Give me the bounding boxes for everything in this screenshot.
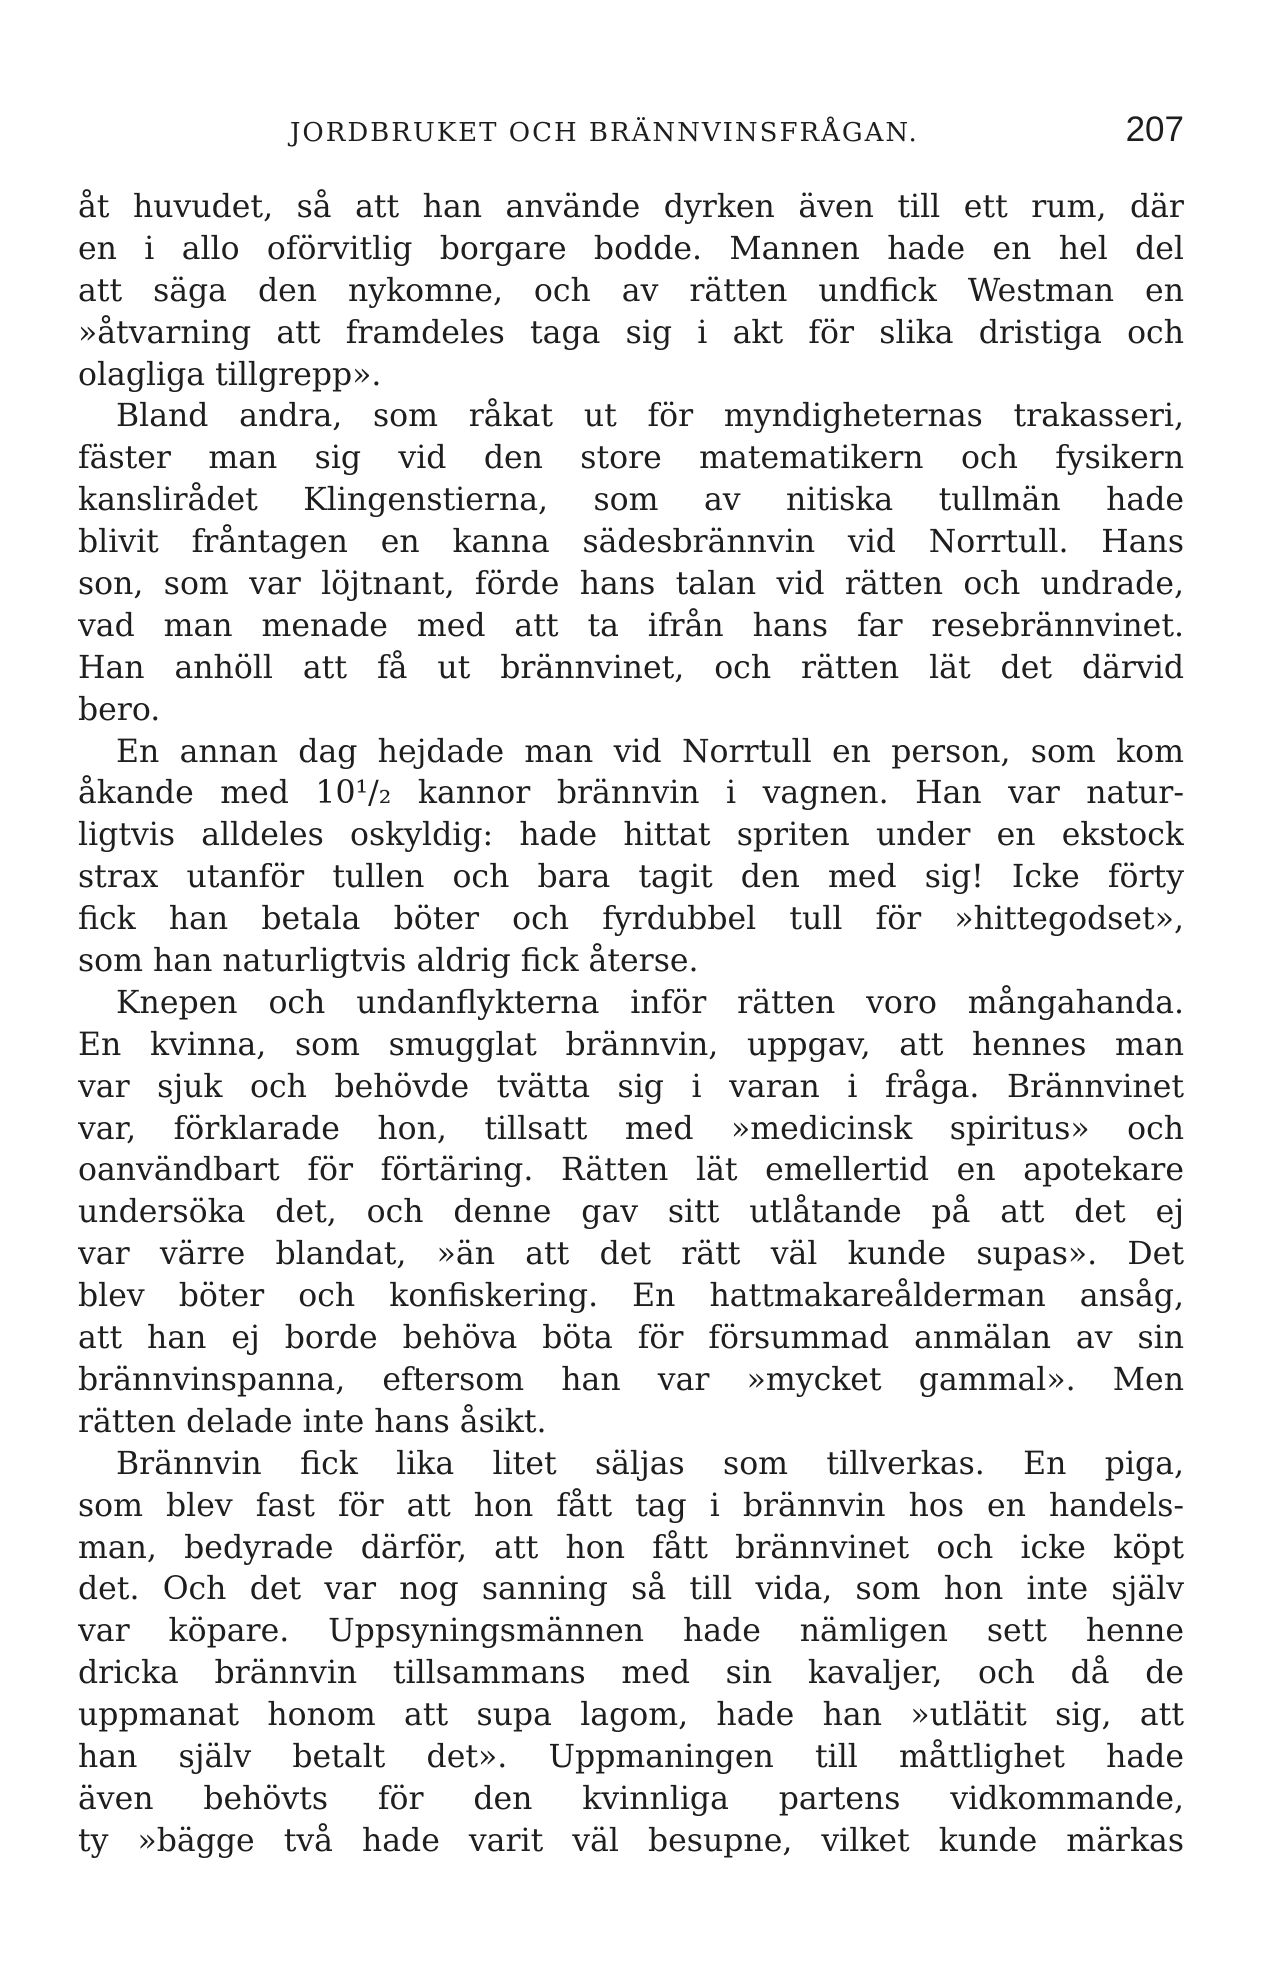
line-text: var, förklarade hon, tillsatt med »medicinsk spiritus» och	[78, 1110, 1184, 1147]
line-text: en i allo oförvitlig borgare bodde. Mannen hade en hel del	[78, 230, 1184, 267]
text-line	[78, 1653, 1184, 1695]
line-text: strax utanför tullen och bara tagit den med sig! Icke förty	[78, 859, 1184, 896]
line-text: undersöka det, och denne gav sitt utlåtande på att det ej	[78, 1194, 1184, 1231]
text-line	[78, 1360, 1184, 1402]
text-line	[78, 1821, 1184, 1863]
text-line	[78, 355, 1184, 397]
text-line	[78, 1025, 1184, 1067]
text-line	[78, 1192, 1184, 1234]
line-text: En kvinna, som smugglat brännvin, uppgav, att hennes man	[78, 1026, 1184, 1063]
text-line	[78, 271, 1184, 313]
text-line	[78, 396, 1184, 438]
line-text: olagliga tillgrepp».	[78, 356, 382, 393]
text-line	[78, 480, 1184, 522]
line-text: fick han betala böter och fyrdubbel tull för »hittegodset»,	[78, 901, 1184, 938]
line-text: att säga den nykomne, och av rätten undfick Westman en	[78, 272, 1184, 309]
text-line	[78, 1695, 1184, 1737]
line-text: »åtvarning att framdeles taga sig i akt för slika dristiga och	[78, 314, 1184, 351]
line-text: Bland andra, som råkat ut för myndigheternas trakasseri,	[116, 398, 1184, 435]
text-line	[78, 313, 1184, 355]
text-line	[78, 1444, 1184, 1486]
text-line	[78, 941, 1184, 983]
text-line	[78, 606, 1184, 648]
text-line	[78, 1486, 1184, 1528]
text-line	[78, 815, 1184, 857]
line-text: blivit fråntagen en kanna sädesbrännvin vid Norrtull. Hans	[78, 524, 1184, 561]
line-text: ligtvis alldeles oskyldig: hade hittat spriten under en ekstock	[78, 817, 1184, 854]
line-text: även behövts för den kvinnliga partens vidkommande,	[78, 1780, 1184, 1817]
text-line	[78, 1318, 1184, 1360]
line-text: vad man menade med att ta ifrån hans far resebrännvinet.	[78, 607, 1184, 644]
line-text: man, bedyrade därför, att hon fått brännvinet och icke köpt	[78, 1529, 1184, 1566]
running-head	[78, 108, 1184, 154]
line-text: som han naturligtvis aldrig fick återse.	[78, 943, 699, 980]
line-text: var köpare. Uppsyningsmännen hade nämligen sett henne	[78, 1613, 1184, 1650]
line-text: åkande med 10¹/₂ kannor brännvin i vagnen. Han var natur-	[78, 775, 1184, 812]
running-title: JORDBRUKET OCH BRÄNNVINSFRÅGAN.	[290, 118, 919, 148]
line-text: Brännvin fick lika litet säljas som tillverkas. En piga,	[116, 1445, 1184, 1482]
line-text: var sjuk och behövde tvätta sig i varan i fråga. Brännvinet	[78, 1068, 1184, 1105]
text-line	[78, 522, 1184, 564]
text-line	[78, 1234, 1184, 1276]
line-text: var värre blandat, »än att det rätt väl kunde supas». Det	[78, 1236, 1184, 1273]
text-line	[78, 1402, 1184, 1444]
paragraph	[78, 732, 1184, 983]
text-line	[78, 1779, 1184, 1821]
line-text: Knepen och undanflykterna inför rätten voro mångahanda.	[116, 984, 1184, 1021]
line-text: kanslirådet Klingenstierna, som av nitiska tullmän hade	[78, 482, 1184, 519]
text-line	[78, 1067, 1184, 1109]
text-line	[78, 690, 1184, 732]
line-text: Han anhöll att få ut brännvinet, och rätten lät det därvid	[78, 649, 1184, 686]
line-text: åt huvudet, så att han använde dyrken även till ett rum, där	[78, 189, 1184, 225]
line-text: han själv betalt det». Uppmaningen till måttlighet hade	[78, 1738, 1184, 1775]
line-text: det. Och det var nog sanning så till vida, som hon inte själv	[78, 1571, 1184, 1608]
line-text: dricka brännvin tillsammans med sin kavaljer, och då de	[78, 1655, 1184, 1692]
line-text: brännvinspanna, eftersom han var »mycket gammal». Men	[78, 1361, 1184, 1398]
line-text: att han ej borde behöva böta för försummad anmälan av sin	[78, 1320, 1184, 1357]
text-line	[78, 438, 1184, 480]
text-line	[78, 648, 1184, 690]
paragraph	[78, 983, 1184, 1444]
text-line	[78, 732, 1184, 774]
paragraph	[78, 1444, 1184, 1863]
line-text: bero.	[78, 691, 161, 728]
line-text: rätten delade inte hans åsikt.	[78, 1403, 547, 1440]
line-text: En annan dag hejdade man vid Norrtull en person, som kom	[116, 733, 1184, 770]
text-line	[78, 1276, 1184, 1318]
text-line	[78, 1150, 1184, 1192]
line-text: ty »bägge två hade varit väl besupne, vilket kunde märkas	[78, 1822, 1184, 1859]
page-number: 207	[1125, 110, 1184, 149]
text-line	[78, 1611, 1184, 1653]
text-line	[78, 857, 1184, 899]
text-line	[78, 1109, 1184, 1151]
text-line	[78, 773, 1184, 815]
text-line	[78, 564, 1184, 606]
line-text: som blev fast för att hon fått tag i brännvin hos en handels-	[78, 1487, 1184, 1524]
line-text: fäster man sig vid den store matematikern och fysikern	[78, 440, 1184, 477]
body-text	[78, 187, 1184, 1863]
line-text: oanvändbart för förtäring. Rätten lät emellertid en apotekare	[78, 1152, 1184, 1189]
text-line	[78, 187, 1184, 229]
line-text: blev böter och konfiskering. En hattmakareålderman ansåg,	[78, 1278, 1184, 1315]
text-line	[78, 899, 1184, 941]
text-line	[78, 229, 1184, 271]
paragraph	[78, 187, 1184, 396]
line-text: uppmanat honom att supa lagom, hade han »utlätit sig, att	[78, 1697, 1184, 1734]
text-line	[78, 983, 1184, 1025]
text-line	[78, 1569, 1184, 1611]
text-line	[78, 1737, 1184, 1779]
line-text: son, som var löjtnant, förde hans talan vid rätten och undrade,	[78, 566, 1184, 603]
paragraph	[78, 396, 1184, 731]
text-line	[78, 1528, 1184, 1570]
